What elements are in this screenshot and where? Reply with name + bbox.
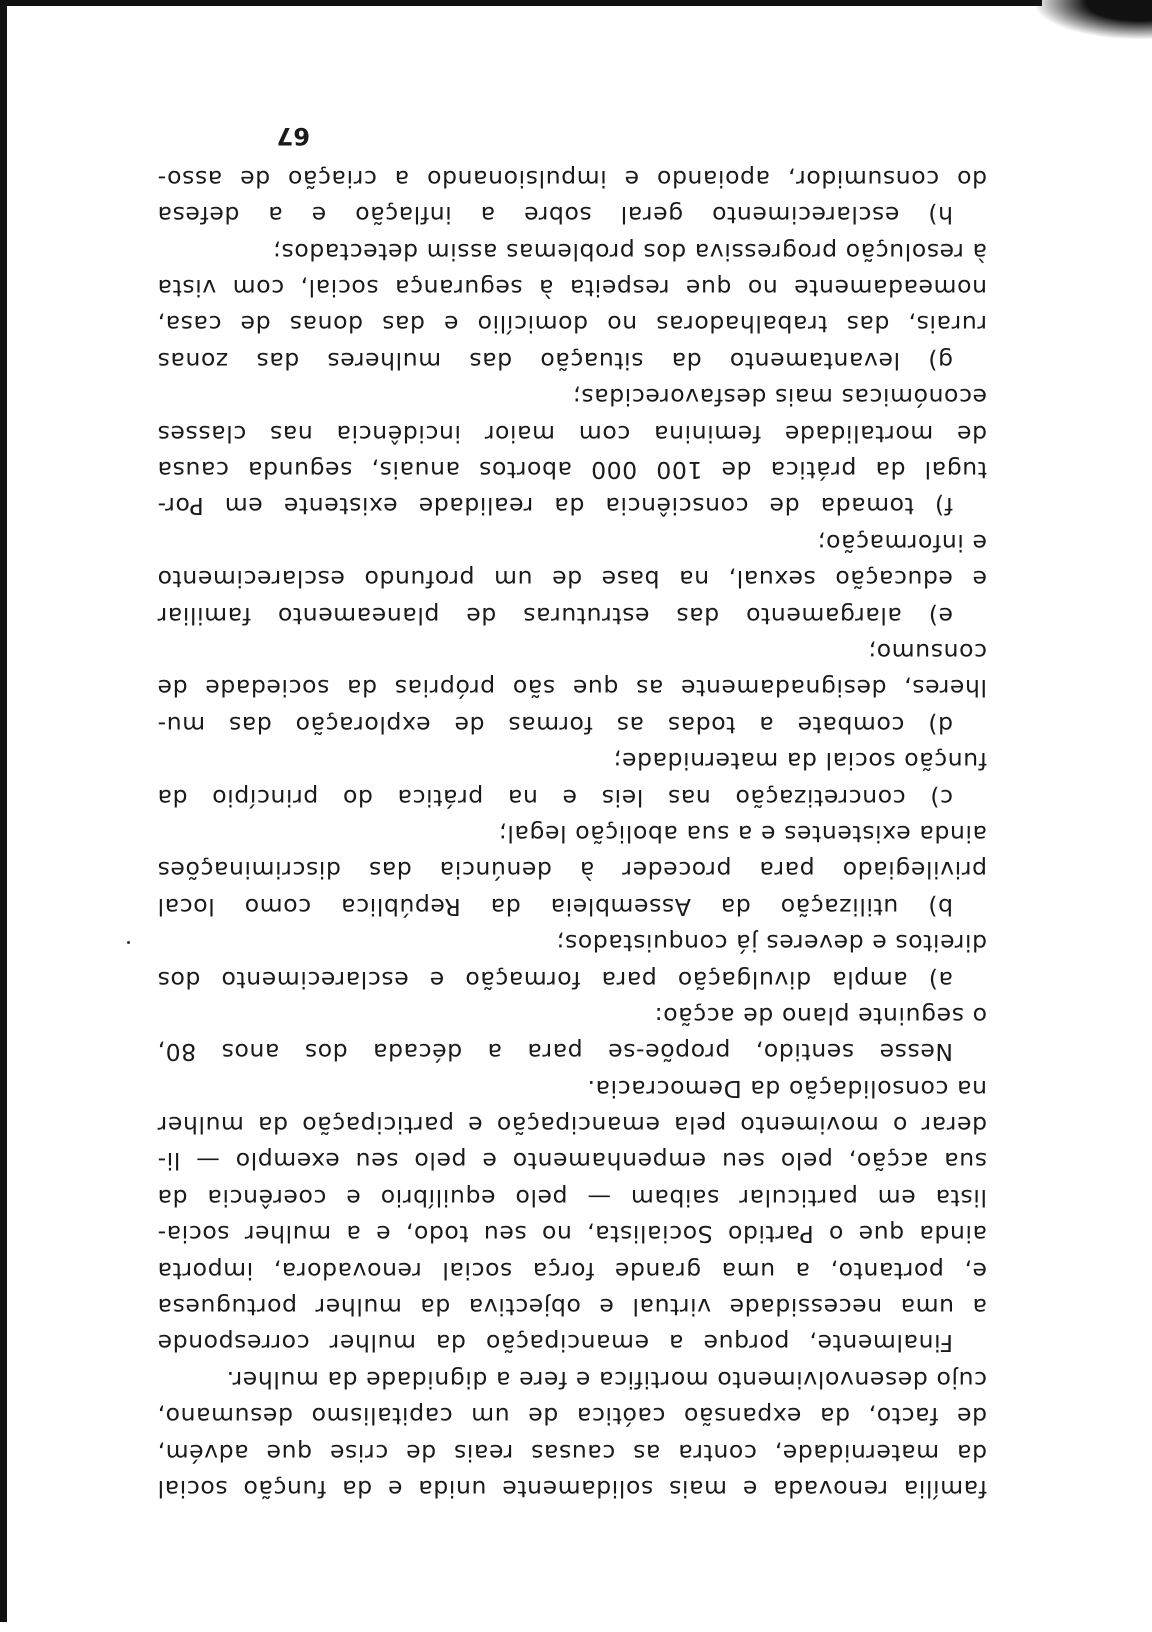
- text-line: na consolidação da Democracia.: [586, 1074, 987, 1103]
- text-line: privilegiado para proceder à denúncia das discriminações: [157, 856, 987, 885]
- text-line: função social da maternidade;: [612, 747, 987, 776]
- text-line: económicas mais desfavorecidas;: [572, 383, 987, 412]
- text-line: o seguinte plano de acção:: [654, 1001, 987, 1030]
- text-line: e, portanto, a uma grande força social renovadora, importa: [157, 1256, 987, 1285]
- text-line: do consumidor, apoiando e impulsionando a criação de asso-: [157, 164, 987, 193]
- scan-edge-left: [0, 0, 7, 1622]
- text-line: sua acção, pelo seu empenhamento e pelo seu exemplo — li-: [157, 1147, 987, 1176]
- text-line: ainda existentes e a sua abolição legal;: [498, 819, 987, 848]
- scan-edge-top: [0, 0, 1042, 6]
- text-line: a) ampla divulgação para formação e esclarecimento dos: [157, 965, 953, 994]
- text-line: tugal da prática de 100 000 abortos anuais, segunda causa: [157, 456, 987, 485]
- text-line: direitos e deveres já conquistados;: [555, 929, 987, 958]
- text-line: b) utilização da Assembleia da República como local: [157, 892, 953, 921]
- text-line: f) tomada de consciência da realidade existente em Por-: [157, 492, 953, 521]
- body-text: [157, 161, 987, 1507]
- stray-speck: [127, 941, 130, 944]
- text-line: e) alargamento das estruturas de planeamento familiar: [157, 601, 953, 630]
- text-line: ainda que o Partido Socialista, no seu todo, e a mulher socia-: [157, 1220, 987, 1249]
- text-line: g) levantamento da situação das mulheres das zonas: [157, 346, 953, 375]
- text-line: à resolução progressiva dos problemas assim detectados;: [272, 237, 987, 266]
- text-line: d) combate a todas as formas de exploração das mu-: [157, 710, 953, 739]
- text-line: c) concretização nas leis e na prática do princípio da: [157, 783, 953, 812]
- text-line: e informação;: [817, 528, 987, 557]
- text-line: de facto, da expansão caótica de um capitalismo desumano,: [157, 1402, 987, 1431]
- text-line: e educação sexual, na base de um profundo esclarecimento: [157, 565, 987, 594]
- page-number: 67: [276, 122, 310, 150]
- text-line: da maternidade, contra as causas reais de crise que advém,: [157, 1438, 987, 1467]
- scan-corner-mark: [1032, 0, 1152, 40]
- text-line: rurais, das trabalhadoras no domicílio e das donas de casa,: [157, 310, 987, 339]
- text-line: nomeadamente no que respeita à segurança social, com vista: [157, 274, 987, 303]
- text-line: Finalmente, porque a emancipação da mulher corresponde: [157, 1329, 953, 1358]
- text-line: de mortalidade feminina com maior incidência nas classes: [157, 419, 987, 448]
- text-line: a uma necessidade virtual e objectiva da mulher portuguesa: [157, 1293, 987, 1322]
- text-line: Nesse sentido, propõe-se para a década dos anos 80,: [157, 1038, 953, 1067]
- text-line: derar o movimento pela emancipação e participação da mulher: [157, 1111, 987, 1140]
- text-line: cujo desenvolvimento mortifica e fere a dignidade da mulher.: [226, 1365, 987, 1394]
- text-line: lista em particular saibam — pelo equilíbrio e coerência da: [157, 1183, 987, 1212]
- text-line: consumo;: [867, 638, 987, 667]
- text-line: lheres, designadamente as que são próprias da sociedade de: [157, 674, 987, 703]
- text-line: família renovada e mais solidamente unida e da função social: [157, 1475, 987, 1503]
- text-line: h) esclarecimento geral sobre a inflação e a defesa: [157, 201, 953, 230]
